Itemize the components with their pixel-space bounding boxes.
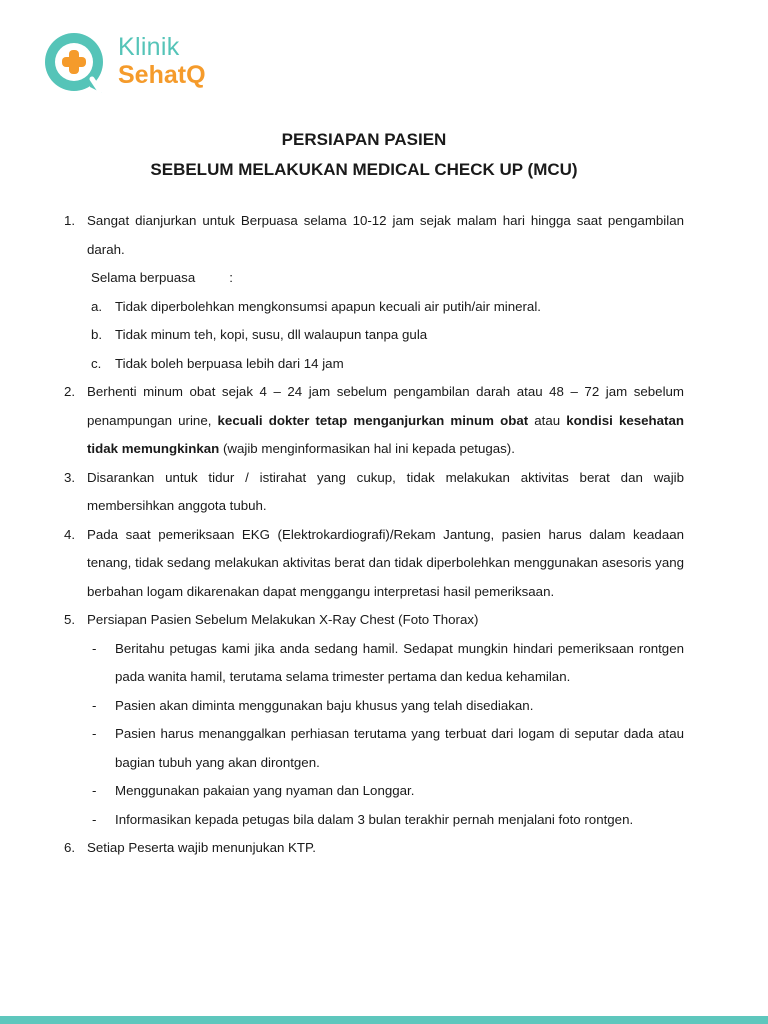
item-text: Pada saat pemeriksaan EKG (Elektrokardiografi)/Rekam Jantung, pasien harus dalam keadaan tenang, tidak sedang melakukan aktivitas berat dan tidak diperbolehkan menggunakan asesoris yang berbahan logam dikarenakan dapat menggangu interpretasi hasil pemeriksaan. (87, 526, 684, 599)
sub-item-text: Tidak minum teh, kopi, susu, dll walaupun tanpa gula (115, 327, 428, 342)
list-item-3 (64, 464, 684, 521)
fasting-label: Selama berpuasa (91, 270, 196, 285)
sub-item-b (88, 321, 684, 350)
sub-item-dash-1 (88, 635, 684, 692)
sub-item-marker: - (92, 640, 97, 656)
sub-item-marker: c. (91, 355, 102, 371)
item-number: 3. (64, 469, 76, 485)
sub-item-text: Tidak diperbolehkan mengkonsumsi apapun kecuali air putih/air mineral. (115, 298, 541, 314)
sub-item-c (88, 350, 684, 379)
fasting-label-row (87, 264, 684, 293)
sub-item-text: Menggunakan pakaian yang nyaman dan Longgar. (115, 783, 415, 798)
item-number: 4. (64, 526, 76, 542)
sub-item-text: Beritahu petugas kami jika anda sedang hamil. Sedapat mungkin hindari pemeriksaan rontgen pada wanita hamil, terutama selama trimester pertama dan kedua kehamilan. (115, 640, 684, 684)
sub-item-marker: b. (91, 327, 103, 342)
item-text-part: (wajib menginformasikan hal ini kepada petugas). (222, 441, 515, 456)
sub-item-dash-2 (88, 692, 684, 721)
sehatq-logo-icon (40, 29, 112, 101)
sub-item-text: Informasikan kepada petugas bila dalam 3 bulan terakhir pernah menjalani foto rontgen. (115, 811, 634, 827)
sub-item-marker: a. (91, 298, 103, 314)
footer-accent-bar (0, 1016, 768, 1024)
item-number: 2. (64, 384, 76, 399)
sub-item-dash-4 (88, 777, 684, 806)
item-number: 1. (64, 213, 76, 228)
document-heading (0, 125, 728, 185)
sub-item-marker: - (92, 783, 97, 798)
item-number: 6. (64, 840, 76, 855)
list-item-1 (64, 207, 684, 378)
item-text-bold: kondisi kesehatan tidak memungkinkan (87, 412, 684, 456)
item-text-bold: kecuali dokter tetap menganjurkan minum obat (217, 412, 529, 428)
item-text: Setiap Peserta wajib menunjukan KTP. (87, 840, 316, 855)
sub-item-marker: - (92, 697, 97, 713)
item-text: Sangat dianjurkan untuk Berpuasa selama 10-12 jam sejak malam hari hingga saat pengambilan darah. (87, 213, 684, 257)
sub-item-dash-3 (88, 720, 684, 777)
list-item-2 (64, 378, 684, 464)
item-text-part: Berhenti minum obat sejak 4 – 24 jam sebelum pengambilan darah atau 48 – 72 jam sebelum penampungan urine, (87, 384, 684, 428)
sub-item-text: Pasien harus menanggalkan perhiasan terutama yang terbuat dari logam di seputar dada atau bagian tubuh yang akan dirontgen. (115, 726, 684, 770)
document-subtitle: SEBELUM MELAKUKAN MEDICAL CHECK UP (MCU) (150, 160, 578, 179)
item-text (87, 378, 684, 464)
list-item-5 (64, 606, 684, 834)
sub-item-dash-5 (88, 806, 684, 835)
item-text: Persiapan Pasien Sebelum Melakukan X-Ray Chest (Foto Thorax) (87, 612, 479, 627)
klinik-sehatq-logo (40, 29, 240, 101)
fasting-colon: : (229, 270, 233, 285)
brand-name-line2: SehatQ (118, 61, 206, 89)
sub-item-marker: - (92, 811, 97, 827)
sub-item-marker: - (92, 726, 97, 741)
list-item-4 (64, 521, 684, 607)
document-title: PERSIAPAN PASIEN (281, 130, 447, 149)
instruction-list (64, 207, 684, 863)
list-item-6 (64, 834, 684, 863)
item-number: 5. (64, 612, 76, 627)
sub-item-text: Pasien akan diminta menggunakan baju khusus yang telah disediakan. (115, 697, 534, 713)
item-text: Disarankan untuk tidur / istirahat yang cukup, tidak melakukan aktivitas berat dan wajib membersihkan anggota tubuh. (87, 469, 684, 513)
sub-item-a (88, 293, 684, 322)
brand-name-line1: Klinik (118, 33, 180, 61)
sub-item-text: Tidak boleh berpuasa lebih dari 14 jam (115, 355, 344, 371)
item-text-part: atau (534, 412, 561, 428)
